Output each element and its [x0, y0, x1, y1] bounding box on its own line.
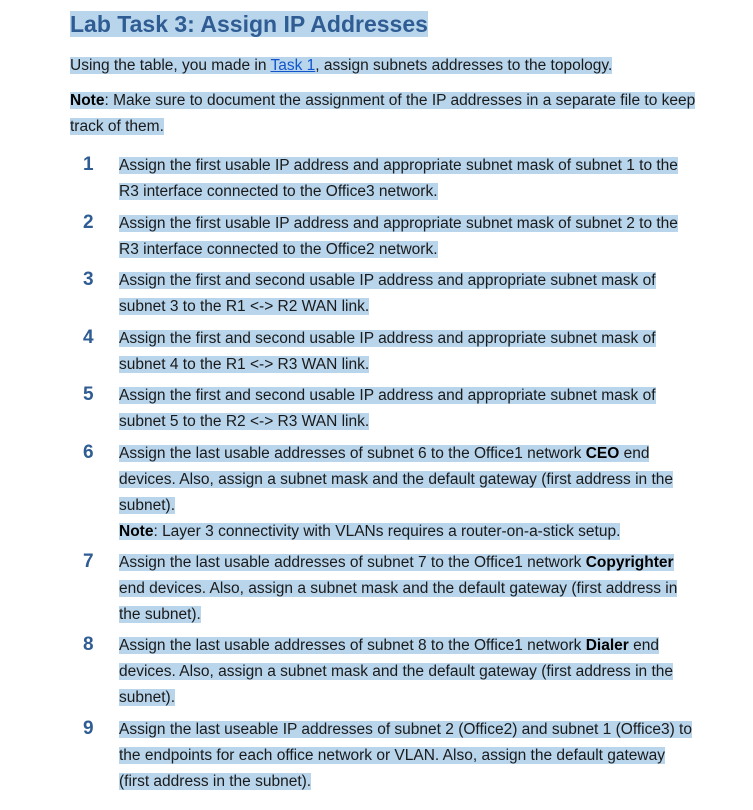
note-label: Note: [70, 92, 105, 109]
page-title: [70, 8, 428, 40]
task-text: Assign the first and second usable IP address and appropriate subnet mask of subnet 3 to the R1 <-> R2 WAN link.: [119, 272, 656, 315]
intro-text-before: Using the table, you made in: [70, 57, 271, 74]
task-text-bold: CEO: [585, 445, 620, 462]
task-text-post: end devices. Also, assign a subnet mask and the default gateway (first address in the subnet).: [119, 637, 674, 706]
task-number: 9: [83, 718, 94, 739]
task-text: Assign the first and second usable IP address and appropriate subnet mask of subnet 4 to the R1 <-> R3 WAN link.: [119, 330, 656, 373]
task1-link[interactable]: Task 1: [270, 57, 316, 74]
note-text: : Make sure to document the assignment of the IP addresses in a separate file to keep track of them.: [70, 92, 696, 135]
task-text: Assign the last useable IP addresses of subnet 2 (Office2) and subnet 1 (Office3) to the endpoints for each office network or VLAN. Also, assign the default gateway (first address in the subnet).: [119, 721, 692, 790]
task-number: 4: [83, 327, 94, 348]
task-number: 5: [83, 384, 94, 405]
task-text-post: end devices. Also, assign a subnet mask and the default gateway (first address in the subnet).: [119, 580, 678, 623]
intro-paragraph: [70, 54, 710, 78]
task-number: 6: [83, 442, 94, 463]
task-number: 1: [83, 154, 94, 175]
note-paragraph: [70, 88, 710, 140]
task-text: Assign the first and second usable IP address and appropriate subnet mask of subnet 5 to the R2 <-> R3 WAN link.: [119, 387, 656, 430]
task-text-bold: Dialer: [585, 637, 629, 654]
task-text-pre: Assign the last usable addresses of subnet 6 to the Office1 network: [119, 445, 586, 462]
task-number: 8: [83, 634, 94, 655]
task-note-text: : Layer 3 connectivity with VLANs requires a router-on-a-stick setup.: [153, 523, 621, 540]
task-number: 3: [83, 269, 94, 290]
task-text: Assign the first usable IP address and appropriate subnet mask of subnet 2 to the R3 interface connected to the Office2 network.: [119, 215, 678, 258]
task-note-label: Note: [119, 523, 154, 540]
task-text-bold: Copyrighter: [585, 554, 674, 571]
task-text-post: end devices. Also, assign a subnet mask and the default gateway (first address in the subnet).: [119, 445, 674, 514]
task-text-pre: Assign the last usable addresses of subnet 7 to the Office1 network: [119, 554, 586, 571]
task-number: 7: [83, 551, 94, 572]
task-number: 2: [83, 212, 94, 233]
intro-text-after: , assign subnets addresses to the topology.: [315, 57, 613, 74]
task-text-pre: Assign the last usable addresses of subnet 8 to the Office1 network: [119, 637, 586, 654]
title-text: Lab Task 3: Assign IP Addresses: [70, 11, 428, 37]
task-text: Assign the first usable IP address and appropriate subnet mask of subnet 1 to the R3 interface connected to the Office3 network.: [119, 157, 678, 200]
